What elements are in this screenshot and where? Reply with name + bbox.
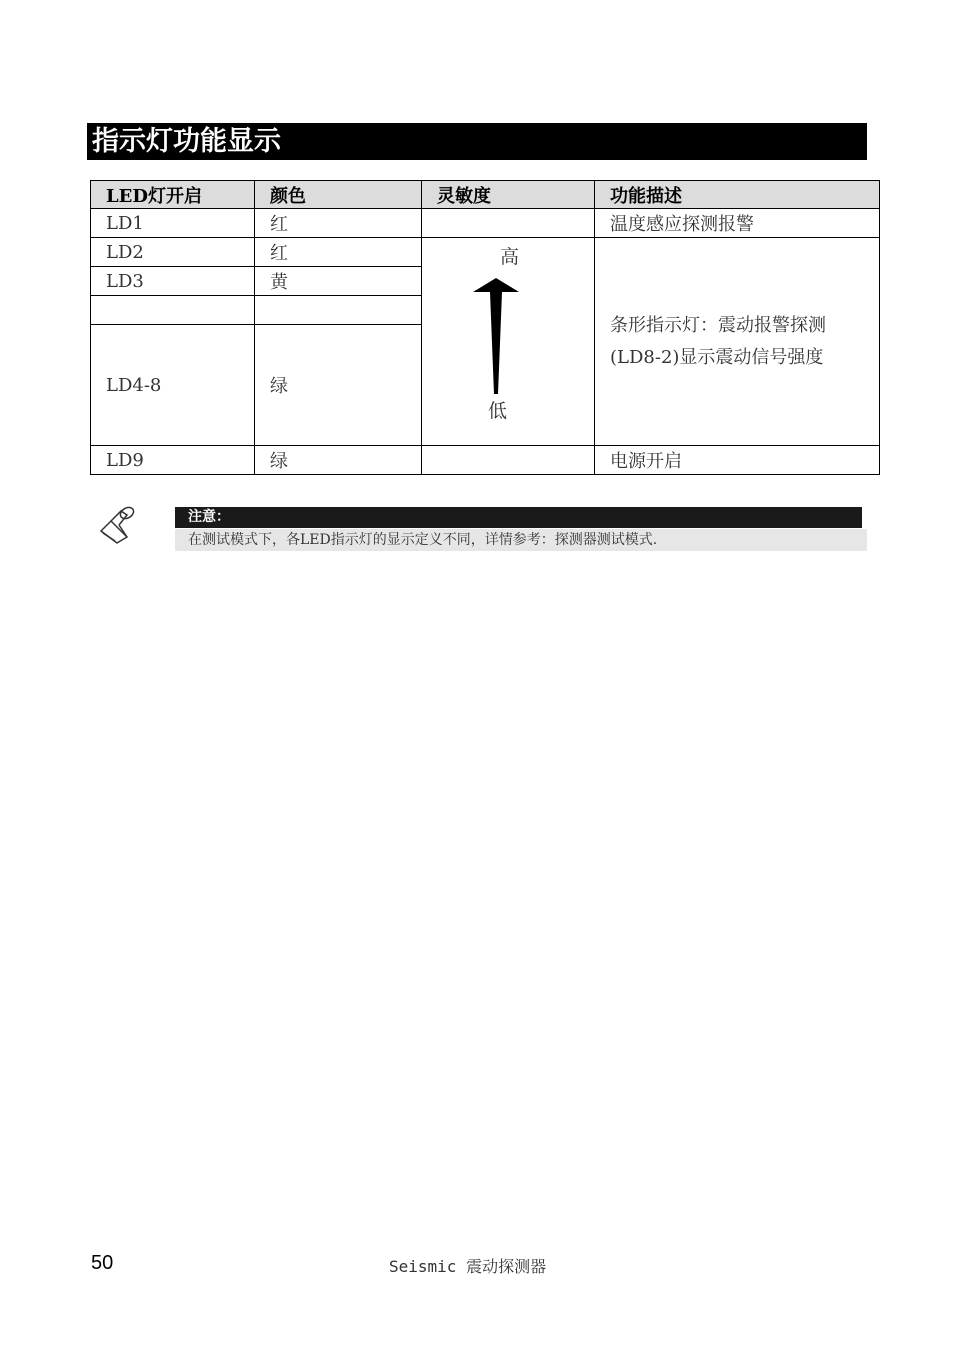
cell-led — [91, 296, 255, 325]
sensitivity-scale-cell — [422, 238, 595, 446]
note-title: 注意： — [175, 507, 862, 528]
cell-color: 黄 — [255, 267, 422, 296]
header-sensitivity: 灵敏度 — [422, 181, 595, 209]
cell-color: 绿 — [255, 446, 422, 475]
bar-indicator-description — [595, 238, 880, 446]
cell-color: 绿 — [255, 325, 422, 446]
cell-led: LD1 — [91, 209, 255, 238]
cell-sensitivity — [422, 446, 595, 475]
header-description: 功能描述 — [595, 181, 880, 209]
header-color: 颜色 — [255, 181, 422, 209]
table-row — [91, 209, 880, 238]
cell-color: 红 — [255, 238, 422, 267]
cell-color — [255, 296, 422, 325]
sensitivity-up-arrow-icon — [473, 278, 519, 394]
table-row — [91, 238, 880, 267]
cell-sensitivity — [422, 209, 595, 238]
cell-led: LD3 — [91, 267, 255, 296]
sensitivity-high-label: 高 — [500, 246, 520, 268]
led-function-table — [90, 180, 880, 475]
footer-title: Seismic 震动探测器 — [389, 1257, 547, 1276]
cell-description: 电源开启 — [595, 446, 880, 475]
page-number: 50 — [91, 1252, 114, 1274]
cell-led: LD2 — [91, 238, 255, 267]
note-hand-icon — [97, 503, 139, 545]
bar-desc-line-1: 条形指示灯：震动报警探测 — [610, 314, 826, 336]
cell-description: 温度感应探测报警 — [595, 209, 880, 238]
sensitivity-low-label: 低 — [488, 400, 508, 422]
cell-led: LD4-8 — [91, 325, 255, 446]
bar-desc-line-2: (LD8-2)显示震动信号强度 — [610, 346, 824, 368]
cell-color: 红 — [255, 209, 422, 238]
table-header-row — [91, 181, 880, 209]
table-row — [91, 446, 880, 475]
cell-led: LD9 — [91, 446, 255, 475]
note-text: 在测试模式下，各LED指示灯的显示定义不同，详情参考：探测器测试模式. — [175, 529, 867, 551]
header-led: LED灯开启 — [91, 181, 255, 209]
section-title: 指示灯功能显示 — [87, 123, 867, 160]
